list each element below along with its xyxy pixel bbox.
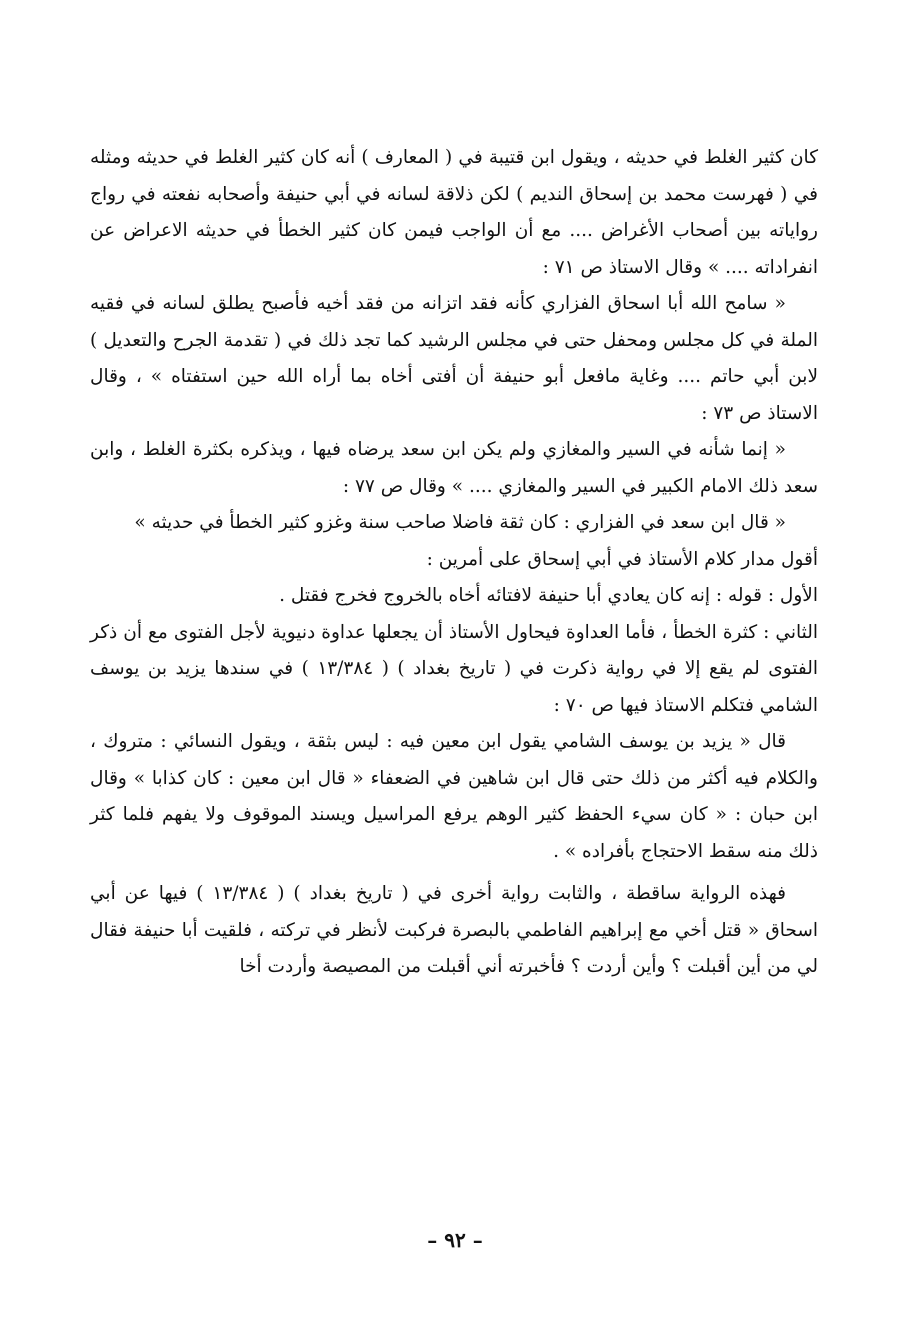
paragraph-9: فهذه الرواية ساقطة ، والثابت رواية أخرى في ( تاريخ بغداد ) ( ١٣/٣٨٤ ) فيها عن أبي اسحاق « قتل أخي مع إبراهيم الفاطمي بالبصرة فركبت لأنظر في تركته ، فلقيت أبا حنيفة فقال لي من أين أقبلت ؟ وأين أردت ؟ فأخبرته أني أقبلت من المصيصة وأردت أخا [90,883,818,977]
paragraph-2: « سامح الله أبا اسحاق الفزاري كأنه فقد اتزانه من فقد أخيه فأصبح يطلق لسانه في فقيه الملة في كل مجلس ومحفل حتى في مجلس الرشيد كما تجد ذلك في ( تقدمة الجرح والتعديل ) لابن أبي حاتم .... وغاية مافعل أبو حنيفة أن أفتى أخاه بما أراه الله حين استفتاه » ، وقال الاستاذ ص ٧٣ : [90,293,818,424]
paragraph-4: « قال ابن سعد في الفزاري : كان ثقة فاضلا صاحب سنة وغزو كثير الخطأ في حديثه » [134,512,786,533]
body-text [90,140,818,986]
paragraph-7: الثاني : كثرة الخطأ ، فأما العداوة فيحاول الأستاذ أن يجعلها عداوة دنيوية لأجل الفتوى مع أن ذكر الفتوى لم يقع إلا في رواية ذكرت في ( تاريخ بغداد ) ( ١٣/٣٨٤ ) في سندها يزيد بن يوسف الشامي فتكلم الاستاذ فيها ص ٧٠ : [90,621,819,716]
paragraph-6: الأول : قوله : إنه كان يعادي أبا حنيفة لافتائه أخاه بالخروج فخرج فقتل . [279,585,818,606]
page-number: – ٩٢ – [427,1228,483,1252]
paragraph-1: كان كثير الغلط في حديثه ، ويقول ابن قتيبة في ( المعارف ) أنه كان كثير الغلط في حديثه ومثله في ( فهرست محمد بن إسحاق النديم ) لكن ذلاقة لسانه في أبي حنيفة وأصحابه نفعته في رواج رواياته بين أصحاب الأغراض .... مع أن الواجب فيمن كان كثير الخطأ في حديثه الاعراض عن انفراداته .... » وقال الاستاذ ص ٧١ : [90,147,818,278]
paragraph-3: « إنما شأنه في السير والمغازي ولم يكن ابن سعد يرضاه فيها ، ويذكره بكثرة الغلط ، وابن سعد ذلك الامام الكبير في السير والمغازي .... » وقال ص ٧٧ : [90,439,818,497]
paragraph-8: قال « يزيد بن يوسف الشامي يقول ابن معين فيه : ليس بثقة ، ويقول النسائي : متروك ، والكلام فيه أكثر من ذلك حتى قال ابن شاهين في الضعفاء « قال ابن معين : كان كذابا » وقال ابن حبان : « كان سيء الحفظ كثير الوهم يرفع المراسيل ويسند الموقوف ولا يفهم فلما كثر ذلك منه سقط الاحتجاج بأفراده » . [90,731,818,862]
paragraph-5: أقول مدار كلام الأستاذ في أبي إسحاق على أمرين : [426,548,818,570]
